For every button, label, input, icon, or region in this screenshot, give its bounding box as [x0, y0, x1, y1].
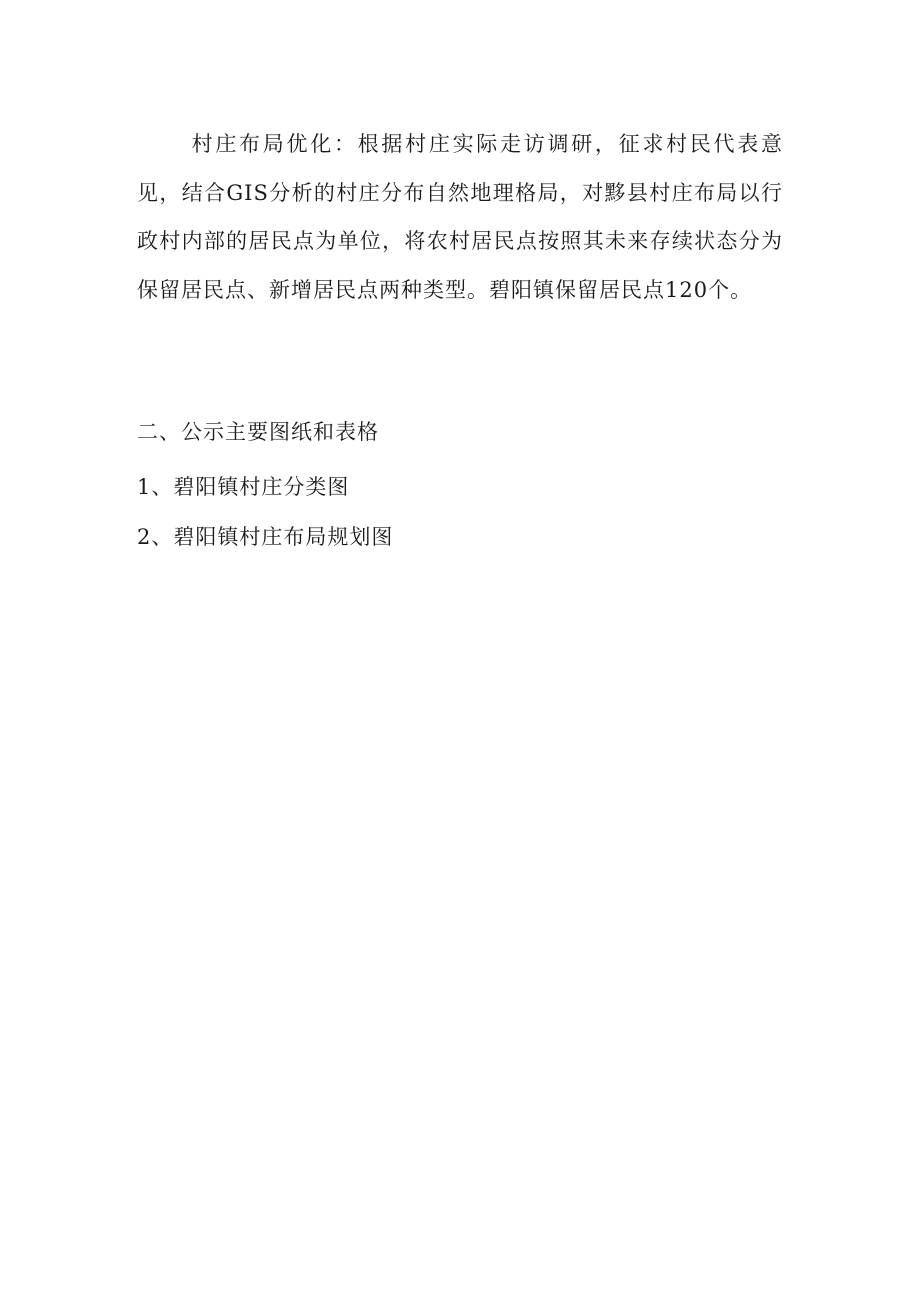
section-heading: 二、公示主要图纸和表格 [137, 420, 379, 444]
list-item: 1、碧阳镇村庄分类图 [137, 475, 350, 499]
body-paragraph: 村庄布局优化：根据村庄实际走访调研，征求村民代表意见，结合GIS分析的村庄分布自然地理格局，对黟县村庄布局以行政村内部的居民点为单位，将农村居民点按照其未来存续状态分为保留居民点、新增居民点两种类型。碧阳镇保留居民点120个。 [137, 132, 783, 302]
list-item: 2、碧阳镇村庄布局规划图 [137, 525, 394, 549]
